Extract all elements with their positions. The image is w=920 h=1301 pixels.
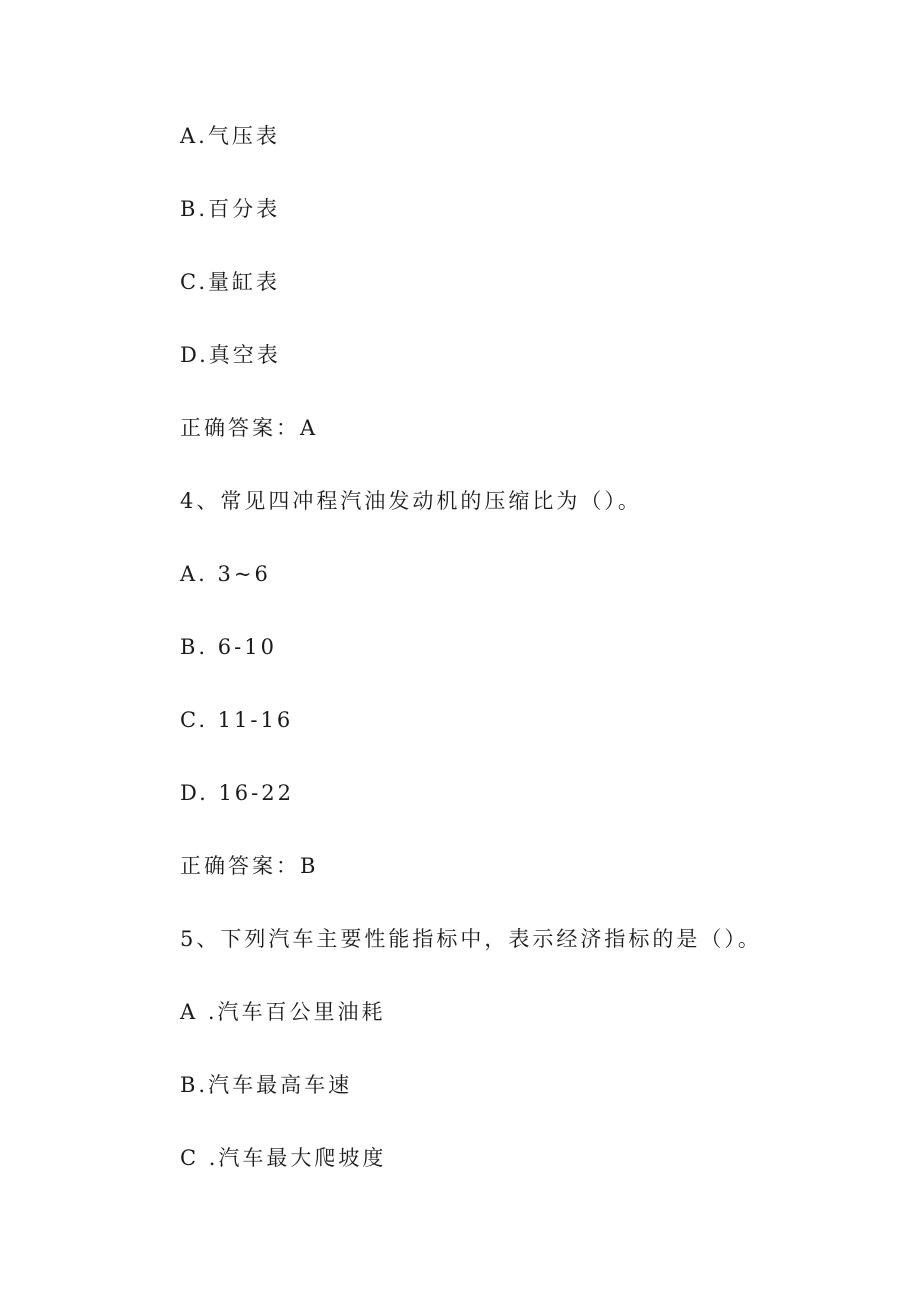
question-5: 5、下列汽车主要性能指标中，表示经济指标的是（）。 — [180, 927, 762, 951]
q5-option-b: B.汽车最高车速 — [180, 1073, 353, 1097]
question-4: 4、常见四冲程汽油发动机的压缩比为（）。 — [180, 489, 642, 513]
option-a-pressure-gauge: A.气压表 — [180, 124, 280, 148]
q4-option-d: D. 16-22 — [180, 781, 294, 805]
answer-q3: 正确答案：A — [180, 416, 319, 440]
q4-option-b: B. 6-10 — [180, 635, 277, 659]
answer-q4: 正确答案：B — [180, 854, 319, 878]
option-c-cylinder-bore-gauge: C.量缸表 — [180, 270, 280, 294]
q5-option-c: C .汽车最大爬坡度 — [180, 1146, 387, 1170]
q4-option-c: C. 11-16 — [180, 708, 294, 732]
q5-option-a: A .汽车百公里油耗 — [180, 1000, 386, 1024]
option-d-vacuum-gauge: D.真空表 — [180, 343, 281, 367]
option-b-dial-indicator: B.百分表 — [180, 197, 281, 221]
q4-option-a: A. 3~6 — [180, 562, 271, 586]
